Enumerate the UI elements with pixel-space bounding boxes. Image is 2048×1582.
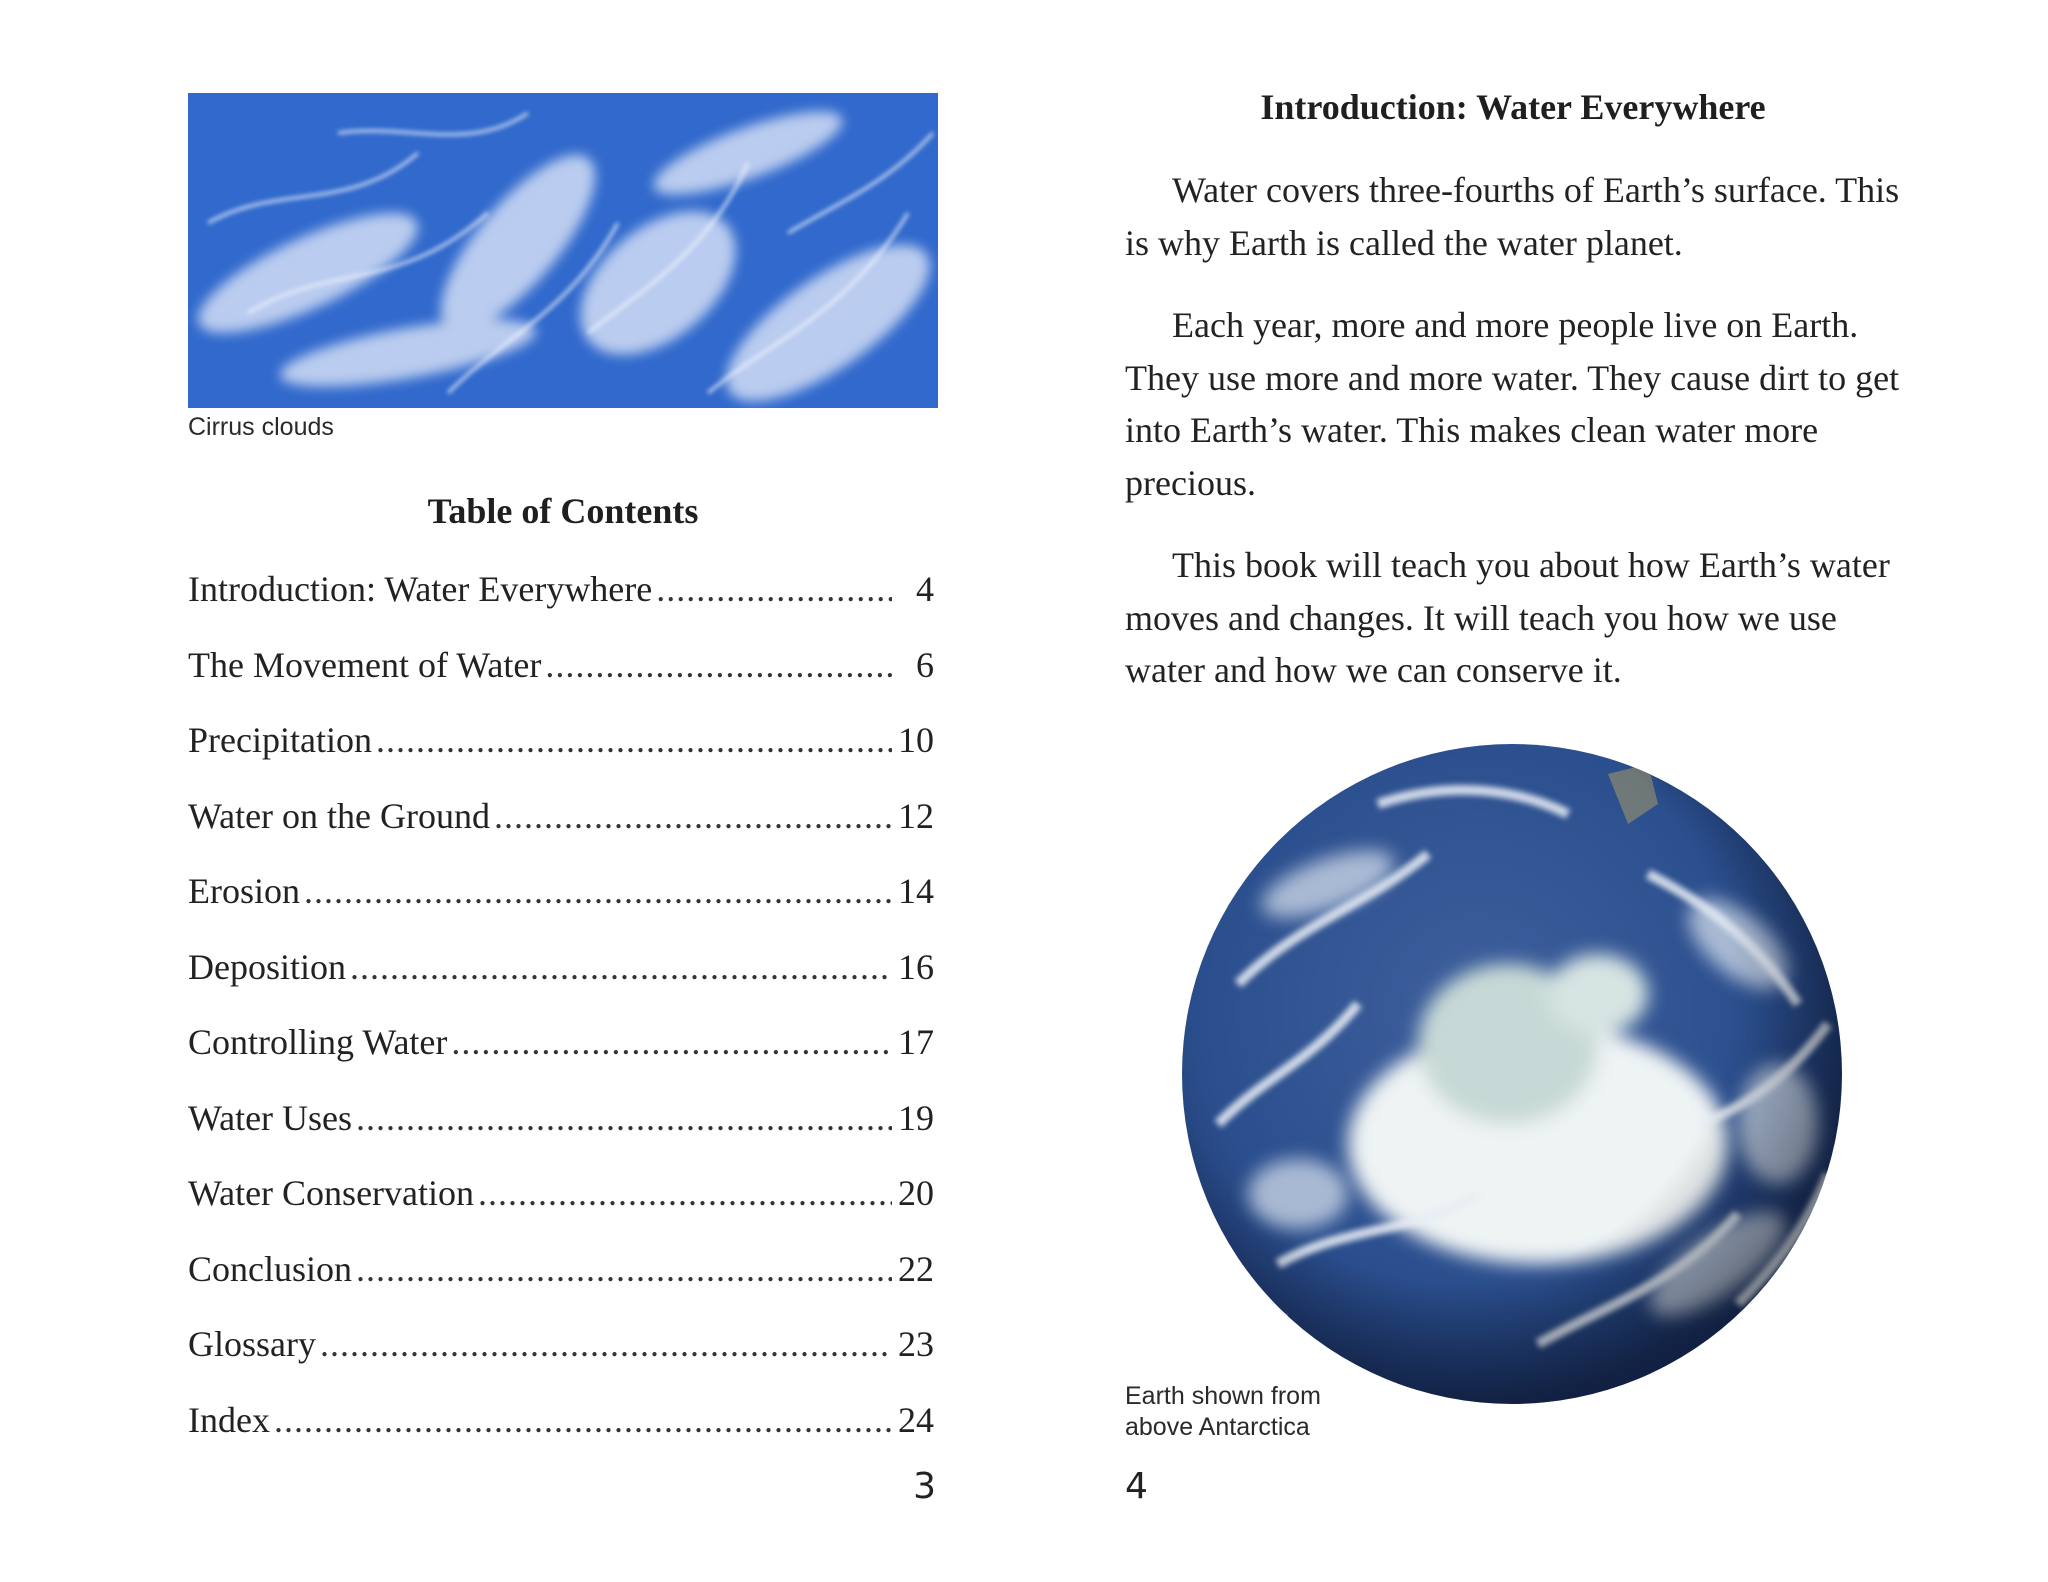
toc-entry-title: Water on the Ground — [188, 795, 491, 836]
toc-entry-title: Glossary — [188, 1324, 316, 1364]
toc-leader-dots — [494, 795, 892, 837]
chapter-body — [1125, 164, 1915, 727]
toc-leader-dots — [350, 946, 892, 988]
toc-leader-dots — [376, 719, 892, 761]
toc-entry-page: 10 — [898, 720, 934, 760]
toc-entry-title: Deposition — [188, 946, 346, 987]
toc-entry-title: Water Conservation — [188, 1173, 475, 1213]
toc-entry — [188, 1172, 934, 1248]
toc-entry — [188, 870, 934, 946]
toc-entry — [188, 946, 934, 1022]
earth-caption-line: above Antarctica — [1125, 1413, 1310, 1441]
toc-entry — [188, 1248, 934, 1324]
toc-leader-dots — [478, 1172, 892, 1214]
earth-globe-photo — [1178, 744, 1846, 1404]
toc-entry — [188, 568, 934, 644]
toc-leader-dots — [451, 1021, 892, 1063]
toc-leader-dots — [274, 1399, 892, 1441]
toc-entry-page: 20 — [898, 1173, 934, 1213]
toc-leader-dots — [356, 1097, 892, 1139]
body-paragraph: This book will teach you about how Earth’s water moves and changes. It will teach you how we use water and how we can conserve it. — [1125, 545, 1890, 690]
cirrus-clouds-caption: Cirrus clouds — [188, 413, 334, 441]
toc-entry-title: Water Uses — [188, 1097, 353, 1138]
toc-entry-title: Conclusion — [188, 1248, 353, 1289]
body-paragraph: Each year, more and more people live on Earth. They use more and more water. They cause dirt to get into Earth’s water. This makes clean water more precious. — [1125, 305, 1900, 503]
toc-entry-page: 17 — [898, 1022, 934, 1062]
toc-entry-title: Index — [188, 1399, 270, 1440]
cirrus-clouds-photo — [188, 93, 938, 408]
earth-caption-line: Earth shown from — [1125, 1382, 1321, 1410]
toc-entry-page: 6 — [916, 644, 934, 685]
toc-title: Table of Contents — [427, 491, 699, 531]
table-of-contents — [188, 568, 934, 1474]
toc-entry — [188, 644, 934, 720]
toc-entry-title: Precipitation — [188, 720, 372, 760]
toc-entry-page: 19 — [898, 1097, 934, 1138]
body-paragraph: Water covers three-fourths of Earth’s surface. This is why Earth is called the water planet. — [1125, 170, 1900, 263]
toc-entry-title: Introduction: Water Everywhere — [188, 569, 653, 609]
toc-entry — [188, 1323, 934, 1399]
toc-entry-page: 23 — [898, 1324, 934, 1364]
toc-leader-dots — [320, 1323, 892, 1365]
toc-entry — [188, 1097, 934, 1173]
toc-entry — [188, 1021, 934, 1097]
earth-caption — [1125, 1381, 1321, 1443]
toc-entry-page: 4 — [916, 569, 934, 609]
toc-leader-dots — [304, 870, 892, 912]
toc-entry-page: 24 — [898, 1399, 934, 1440]
toc-entry — [188, 795, 934, 871]
page-number-right: 4 — [1125, 1466, 1148, 1507]
toc-entry-title: Erosion — [188, 871, 300, 911]
toc-entry-page: 22 — [898, 1248, 934, 1289]
toc-entry-title: Controlling Water — [188, 1022, 448, 1062]
page-number-left: 3 — [913, 1466, 936, 1507]
toc-leader-dots — [656, 568, 892, 610]
toc-entry-page: 14 — [898, 871, 934, 911]
toc-leader-dots — [356, 1248, 892, 1290]
toc-entry-title: The Movement of Water — [188, 644, 542, 685]
toc-entry — [188, 1399, 934, 1475]
toc-entry-page: 16 — [898, 946, 934, 987]
toc-entry-page: 12 — [898, 795, 934, 836]
toc-entry — [188, 719, 934, 795]
toc-leader-dots — [545, 644, 892, 686]
chapter-title: Introduction: Water Everywhere — [1260, 87, 1766, 127]
